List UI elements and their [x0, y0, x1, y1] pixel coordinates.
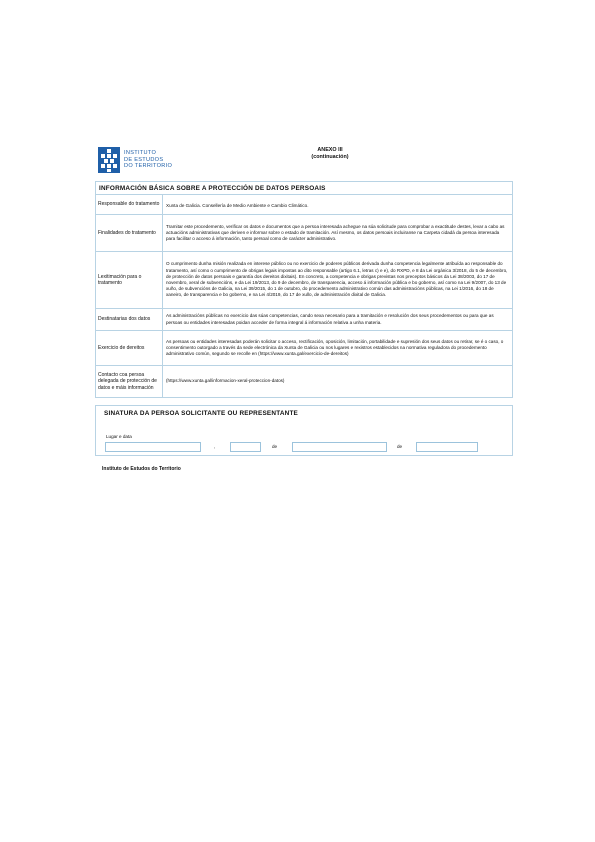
row-label: Finalidades do tratamento [98, 229, 156, 236]
table-row [96, 214, 512, 251]
table-row [96, 308, 512, 330]
table-row [96, 365, 512, 397]
data-protection-table [95, 181, 513, 398]
row-label: Destinatarias dos datos [98, 316, 151, 323]
logo-wordmark [124, 150, 172, 169]
signature-section [95, 405, 513, 456]
row-value: Tramitar este procedemento, verificar os datos e documentos que a persoa interesada achegue na súa solicitude para comprobar a exactitude destes, levar a cabo as actuacións administrativas que deriven e informar sobre o estado de tramitación. Así mesmo, os datos persoais incluiranse na Carpeta cidadá da persoa interesada para facilitar o acceso á información, tanto persoal como de carácter administrativo. [162, 215, 512, 251]
place-field[interactable] [105, 442, 201, 452]
logo-line: DE ESTUDOS [124, 156, 164, 163]
row-label: Exercicio de dereitos [98, 344, 145, 351]
row-value: Xunta de Galicia. Consellería de Medio Ambiente e Cambio Climático. [162, 195, 512, 214]
xunta-logo-icon [98, 147, 120, 173]
institute-logo [98, 146, 208, 174]
signature-title: SINATURA DA PERSOA SOLICITANTE OU REPRESENTANTE [104, 410, 299, 417]
row-value: O cumprimento dunha misión realizada en interese público ou no exercicio de poderes públicos derivada dunha competencia legalmente atribuída ao responsable do tratamento, así como o cumprimento de obrigas legais impostas ao dito responsable (artigo 6.1, letras c) e e), do RXPD, e 8 da Lei orgánica 3/2018, do 5 de decembro, de protección de datos persoais e garantía dos dereitos dixitais). En concreto, a competencia e obrigas previstas nos preceptos básicos da Lei 38/2003, do 17 de novembro, xeral de subvencións, e da Lei 19/2013, do 9 de decembro, de transparencia, acceso á información pública e bo goberno, así como na Lei 9/2007, do 13 de xuño, de subvencións de Galicia, na Lei 39/2015, do 1 de outubro, do procedemento administrativo común das administracións públicas, na Lei 1/2016, do 18 de xaneiro, de transparencia e bo goberno, e na Lei 4/2019, do 17 de xullo, de administración dixital de Galicia. [162, 252, 512, 308]
table-row [96, 251, 512, 308]
year-field[interactable] [416, 442, 478, 452]
place-date-label: Lugar e data [106, 434, 132, 439]
data-protection-title: INFORMACIÓN BÁSICA SOBRE A PROTECCIÓN DE DATOS PERSOAIS [99, 185, 326, 192]
annex-title: ANEXO III [317, 147, 343, 153]
annex-heading [300, 147, 360, 161]
annex-subtitle: (continuación) [311, 154, 349, 160]
footer-text: Instituto de Estudos do Territorio [102, 466, 181, 472]
table-row [96, 194, 512, 214]
table-row [96, 330, 512, 365]
row-value: As persoas ou entidades interesadas poderán solicitar o acceso, rectificación, oposición, limitación, portabilidade e supresión dos seus datos ou retirar, se é o caso, o consentimento outorgado a través da sede electrónica da Xunta de Galicia ou nos lugares e rexistros establecidos na normativa reguladora do procedemento administrativo común, segundo se recolle en (https://www.xunta.gal/exercicio-de-dereitos) [162, 331, 512, 365]
logo-line: INSTITUTO [124, 150, 157, 157]
separator-comma: , [214, 444, 216, 449]
separator-de: de [397, 444, 403, 449]
month-field[interactable] [292, 442, 387, 452]
row-value: As administracións públicas no exercicio das súas competencias, cando sexa necesario para a tramitación e resolución dos seus procedementos ou para que as persoas ou entidades interesadas poidan acceder de forma integral á información relativa a unha materia. [162, 309, 512, 330]
row-label: Lexitimación para o tratamento [98, 273, 142, 286]
row-label: Responsable do tratamento [98, 201, 160, 208]
logo-line: DO TERRITORIO [124, 163, 173, 170]
day-field[interactable] [230, 442, 261, 452]
separator-de: de [272, 444, 278, 449]
row-value: (https://www.xunta.gal/informacion-xeral-proteccion-datos) [162, 366, 512, 397]
row-label: Contacto coa persoa delegada de protección de datos e máis información [98, 372, 157, 391]
